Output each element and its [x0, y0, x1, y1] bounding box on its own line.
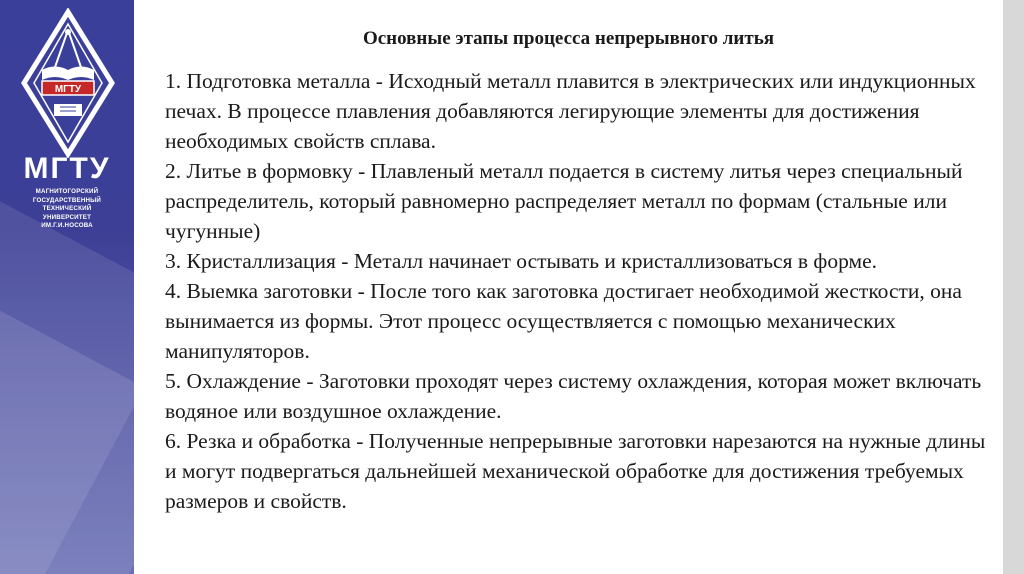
brand-name: МГТУ — [23, 152, 111, 185]
brand-subtitle — [0, 188, 134, 231]
step-item: 3. Кристаллизация - Металл начинает остывать и кристаллизоваться в форме. — [165, 249, 878, 273]
university-emblem-icon — [20, 8, 116, 158]
brand-subtitle-line: УНИВЕРСИТЕТ — [42, 213, 92, 221]
brand-subtitle-line: ИМ.Г.И.НОСОВА — [41, 222, 93, 230]
step-item: 1. Подготовка металла - Исходный металл плавится в электрических или индукционных печах. В процессе плавления добавляются легирующие элементы для достижения необходимых свойств сплава. — [165, 69, 976, 153]
steps-list — [165, 66, 995, 516]
step-item: 5. Охлаждение - Заготовки проходят через систему охлаждения, которая может включать водяное или воздушное охлаждение. — [165, 369, 982, 423]
brand-subtitle-line: ТЕХНИЧЕСКИЙ — [42, 205, 92, 213]
step-item: 6. Резка и обработка - Полученные непрерывные заготовки нарезаются на нужные длины и могут подвергаться дальнейшей механической обработке для достижения требуемых размеров и свойств. — [165, 429, 986, 513]
step-item: 4. Выемка заготовки - После того как заготовка достигает необходимой жесткости, она вынимается из формы. Этот процесс осуществляется с помощью механических манипуляторов. — [165, 279, 962, 363]
step-item: 2. Литье в формовку - Плавленый металл подается в систему литья через специальный распределитель, который равномерно распределяет металл по формам (стальные или чугунные) — [165, 159, 963, 243]
slide-title: Основные этапы процесса непрерывного литья — [362, 28, 775, 49]
right-border — [1003, 0, 1024, 574]
brand-subtitle-line: МАГНИТОГОРСКИЙ — [35, 188, 99, 195]
brand-subtitle-line: ГОСУДАРСТВЕННЫЙ — [32, 196, 102, 204]
sidebar — [0, 0, 134, 574]
emblem-label: МГТУ — [54, 84, 82, 95]
